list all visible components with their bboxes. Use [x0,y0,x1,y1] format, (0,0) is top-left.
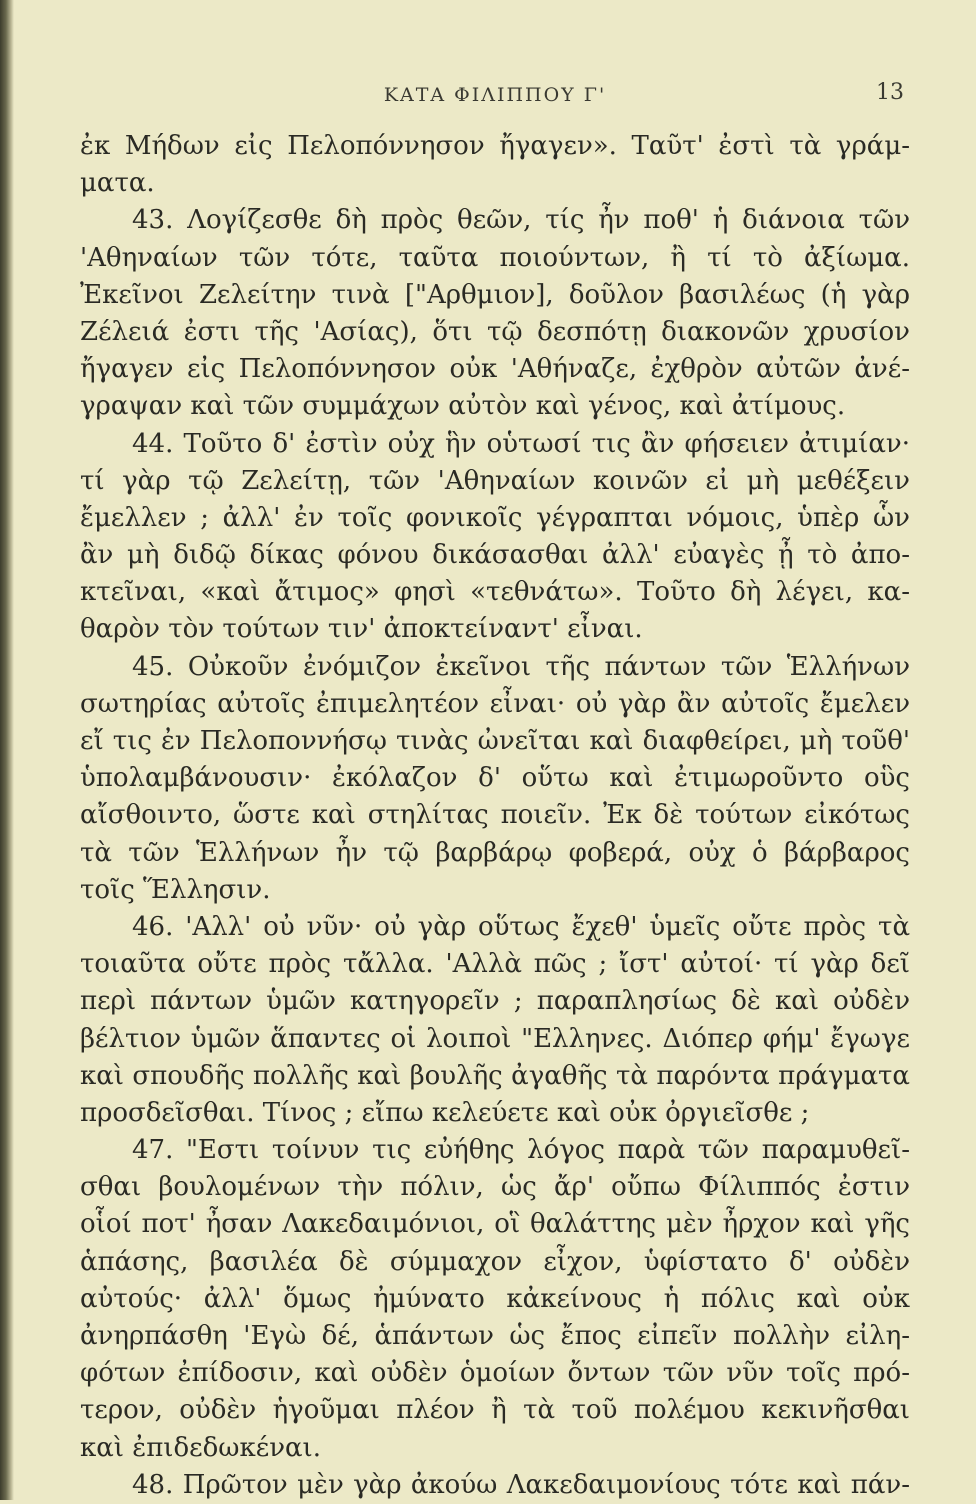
text-line: ἂν μὴ διδῷ δίκας φόνου δικάσασθαι ἀλλ' εὐαγὲς ᾖ τὸ ἀπο- [80,540,910,571]
text-line: ἔμελλεν ; ἀλλ' ἐν τοῖς φονικοῖς γέγραπται νόμοις, ὑπὲρ ὧν [80,502,910,533]
text-line: αὐτούς· ἀλλ' ὅμως ἠμύνατο κἀκείνους ἡ πόλις καὶ οὐκ [80,1283,910,1314]
paragraph-45-start: 45. Οὐκοῦν ἐνόμιζον ἐκεῖνοι τῆς πάντων τῶν Ἑλλήνων [132,651,910,682]
text-line: θαρὸν τὸν τούτων τιν' ἀποκτείναντ' εἶναι. [80,614,643,645]
text-line: κτεῖναι, «καὶ ἄτιμος» φησὶ «τεθνάτω». Τοῦτο δὴ λέγει, κα- [80,577,910,608]
paragraph-46-start: 46. 'Αλλ' οὐ νῦν· οὐ γὰρ οὕτως ἔχεθ' ὑμεῖς οὔτε πρὸς τὰ [132,911,910,942]
text-line: ἁπάσης, βασιλέα δὲ σύμμαχον εἶχον, ὑφίστατο δ' οὐδὲν [80,1246,910,1277]
page-binding-edge [0,0,14,1500]
text-line: προσδεῖσθαι. Τίνος ; εἴπω κελεύετε καὶ οὐκ ὀργιεῖσθε ; [80,1097,810,1128]
paragraph-47-start: 47. "Εστι τοίνυν τις εὐήθης λόγος παρὰ τῶν παραμυθεῖ- [132,1135,910,1166]
paragraph-44-start: 44. Τοῦτο δ' ἐστὶν οὐχ ἣν οὑτωσί τις ἂν φήσειεν ἀτιμίαν· [132,428,910,459]
paragraph-48-start: 48. Πρῶτον μὲν γὰρ ἀκούω Λακεδαιμονίους τότε καὶ πάν- [132,1469,910,1500]
text-line: ἤγαγεν εἰς Πελοπόννησον οὐκ 'Αθήναζε, ἐχθρὸν αὐτῶν ἀνέ- [80,354,910,385]
running-title: ΚΑΤΑ ΦΙΛΙΠΠΟΥ Γ' [383,84,607,106]
text-line: ἀνηρπάσθη 'Εγὼ δέ, ἁπάντων ὡς ἔπος εἰπεῖν πολλὴν εἰλη- [80,1321,910,1351]
text-line: περὶ πάντων ὑμῶν κατηγορεῖν ; παραπλησίως δὲ καὶ οὐδὲν [80,986,910,1017]
text-line: φότων ἐπίδοσιν, καὶ οὐδὲν ὁμοίων ὄντων τῶν νῦν τοῖς πρό- [80,1358,910,1389]
text-line: αἴσθοιντο, ὥστε καὶ στηλίτας ποιεῖν. Ἐκ δὲ τούτων εἰκότως [80,800,910,831]
paragraph-43-start: 43. Λογίζεσθε δὴ πρὸς θεῶν, τίς ἦν ποθ' ἡ διάνοια τῶν [132,205,910,236]
text-line: τοιαῦτα οὔτε πρὸς τἄλλα. 'Αλλὰ πῶς ; ἴστ' αὐτοί· τί γὰρ δεῖ [80,949,910,980]
text-line: τοῖς Ἕλλησιν. [80,874,271,905]
text-line: βέλτιον ὑμῶν ἅπαντες οἱ λοιποὶ "Ελληνες. Διόπερ φήμ' ἔγωγε [80,1023,910,1054]
text-line: ματα. [80,168,155,199]
text-line: τερον, οὐδὲν ἡγοῦμαι πλέον ἢ τὰ τοῦ πολέμου κεκινῆσθαι [80,1395,910,1426]
text-line: καὶ ἐπιδεδωκέναι. [80,1432,322,1463]
page-header [80,80,910,114]
text-line: τί γὰρ τῷ Ζελείτῃ, τῶν 'Αθηναίων κοινῶν εἰ μὴ μεθέξειν [80,465,910,496]
text-line: Ζέλειά ἐστι τῆς 'Ασίας), ὅτι τῷ δεσπότῃ διακονῶν χρυσίον [80,316,910,347]
text-line: ἐκ Μήδων εἰς Πελοπόννησον ἤγαγεν». Ταῦτ' ἐστὶ τὰ γράμ- [80,131,910,161]
text-line: καὶ σπουδῆς πολλῆς καὶ βουλῆς ἀγαθῆς τὰ παρόντα πράγματα [80,1060,910,1091]
text-block [80,128,910,1504]
text-line: σωτηρίας αὐτοῖς ἐπιμελητέον εἶναι· οὐ γὰρ ἂν αὐτοῖς ἔμελεν [80,688,910,719]
text-line: σθαι βουλομένων τὴν πόλιν, ὡς ἄρ' οὔπω Φίλιππός ἐστιν [80,1172,910,1203]
text-line: Ἐκεῖνοι Ζελείτην τινὰ ["Αρθμιον], δοῦλον βασιλέως (ἡ γὰρ [80,279,910,310]
text-line: γραψαν καὶ τῶν συμμάχων αὐτὸν καὶ γένος, καὶ ἀτίμους. [80,391,846,422]
text-line: οἷοί ποτ' ἦσαν Λακεδαιμόνιοι, οἳ θαλάττης μὲν ἦρχον καὶ γῆς [80,1209,910,1240]
text-line: ὑπολαμβάνουσιν· ἐκόλαζον δ' οὕτω καὶ ἐτιμωροῦντο οὓς [80,763,910,794]
text-line: εἴ τις ἐν Πελοποννήσῳ τινὰς ὠνεῖται καὶ διαφθείρει, μὴ τοῦθ' [80,726,910,756]
page-number: 13 [876,80,904,105]
text-line: 'Αθηναίων τῶν τότε, ταῦτα ποιούντων, ἢ τί τὸ ἀξίωμα. [80,242,910,273]
text-line: τὰ τῶν Ἑλλήνων ἦν τῷ βαρβάρῳ φοβερά, οὐχ ὁ βάρβαρος [80,837,910,868]
